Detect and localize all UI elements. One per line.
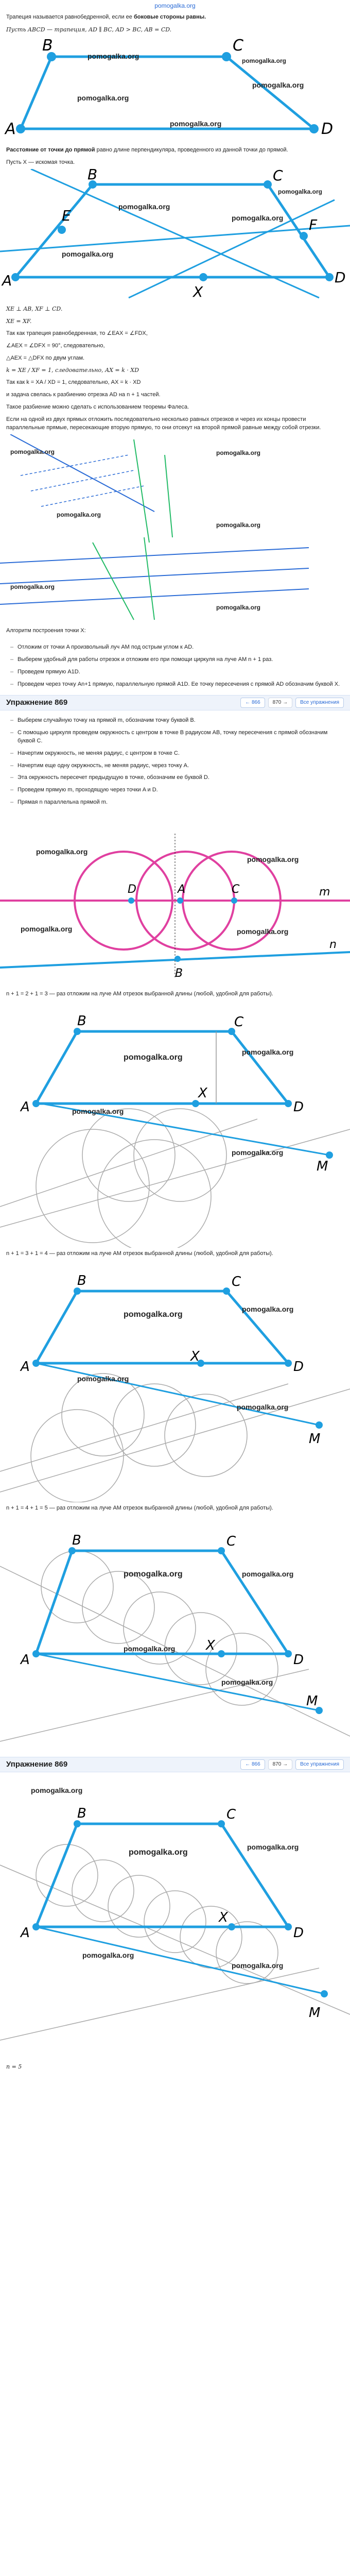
site-name[interactable]: pomogalka.org bbox=[154, 2, 196, 9]
label-d: D bbox=[128, 883, 136, 896]
exercise-navbar-2 bbox=[0, 1757, 350, 1772]
definition-text: Трапеция называется равнобедренной, если ее bbox=[6, 14, 132, 20]
watermark: pomogalka.org bbox=[36, 848, 88, 856]
exercise-nav-controls bbox=[240, 1759, 344, 1770]
figure-case-5 bbox=[0, 1772, 350, 2061]
watermark: pomogalka.org bbox=[72, 1107, 124, 1116]
proof-line: и задача свелась к разбиению отрезка AD на n + 1 частей. bbox=[6, 392, 161, 398]
label-c: C bbox=[273, 168, 283, 184]
watermark: pomogalka.org bbox=[118, 202, 170, 211]
figure-trapezoid bbox=[0, 36, 350, 144]
label-b: B bbox=[175, 967, 183, 980]
proof-line: Так как k = XA / XD = 1, следовательно, AX = k · XD bbox=[6, 379, 141, 386]
watermark: pomogalka.org bbox=[124, 1645, 176, 1653]
label-c: C bbox=[233, 36, 243, 55]
watermark: pomogalka.org bbox=[242, 1570, 294, 1579]
label-b: B bbox=[77, 1273, 86, 1289]
label-d: D bbox=[321, 120, 334, 138]
watermark: pomogalka.org bbox=[232, 1148, 284, 1157]
label-d: D bbox=[293, 1652, 304, 1668]
section1-bold: Расстояние от точки до прямой bbox=[6, 146, 95, 153]
label-x: X bbox=[193, 283, 203, 300]
thales-p2: Если на одной из двух прямых отложить последовательно несколько равных отрезков и через их концы провести параллельные прямые, пересекающие вторую прямую, то они отсекут на второй прямой равные между собой отрезки. bbox=[6, 416, 321, 431]
page-footer-space bbox=[0, 2073, 350, 2104]
all-exercises-button[interactable]: Все упражнения bbox=[295, 1759, 344, 1770]
case-2-text: n + 1 = 3 + 1 = 4 — раз отложим на луче AM отрезок выбранной длины (любой, удобной для работы). bbox=[6, 1250, 273, 1257]
site-header[interactable] bbox=[0, 0, 350, 11]
label-a: A bbox=[178, 883, 186, 896]
figure-case-4 bbox=[0, 1515, 350, 1757]
algorithm-title: Алгоритм построения точки X: bbox=[6, 628, 86, 634]
thales-p1: Такое разбиение можно сделать с использованием теоремы Фалеса. bbox=[6, 404, 189, 411]
label-m: M bbox=[306, 1693, 318, 1709]
watermark: pomogalka.org bbox=[242, 1048, 294, 1057]
list-item: – Эта окружность пересечет предыдущую в точке, обозначим ее буквой D. bbox=[18, 774, 344, 782]
label-a: A bbox=[21, 1925, 30, 1941]
label-x: X bbox=[190, 1349, 200, 1365]
case-last-text: n = 5 bbox=[6, 2063, 22, 2071]
list-item: – С помощью циркуля проведем окружность с центром в точке B радиусом AB, точку пересечения с прямой обозначим буквой C. bbox=[18, 729, 344, 745]
let-paragraph: Пусть ABCD — трапеция, AD ∥ BC, AD > BC, AB = CD. bbox=[6, 26, 172, 33]
label-m: m bbox=[319, 886, 330, 899]
watermark: pomogalka.org bbox=[216, 604, 261, 612]
trapezoid-shape bbox=[21, 57, 314, 129]
figure-case-3 bbox=[0, 1260, 350, 1502]
list-item: – Начертим еще одну окружность, не меняя радиус, через точку A. bbox=[18, 762, 344, 770]
let-x: Пусть X — искомая точка. bbox=[6, 159, 75, 165]
watermark: pomogalka.org bbox=[62, 249, 114, 258]
label-b: B bbox=[77, 1806, 86, 1822]
watermark: pomogalka.org bbox=[82, 1951, 134, 1960]
watermark: pomogalka.org bbox=[247, 855, 299, 864]
prev-exercise-button[interactable]: ← 866 bbox=[240, 698, 265, 708]
label-a: A bbox=[5, 120, 16, 138]
list-item: – Отложим от точки A произвольный луч AM под острым углом к AD. bbox=[18, 643, 344, 652]
list-item: – Проведем через точку An+1 прямую, параллельную прямой A1D. Ее точку пересечения с прямой AD обозначим буквой X. bbox=[18, 681, 344, 689]
watermark: pomogalka.org bbox=[232, 213, 284, 222]
label-c: C bbox=[226, 1534, 236, 1550]
label-c: C bbox=[226, 1807, 236, 1823]
exercise-title: Упражнение 869 bbox=[6, 1760, 68, 1769]
label-d: D bbox=[335, 268, 346, 286]
list-item: – Проведем прямую m, проходящую через точки A и D. bbox=[18, 786, 344, 794]
watermark: pomogalka.org bbox=[170, 119, 222, 128]
exercise-navbar bbox=[0, 695, 350, 710]
figure-parallel-construction bbox=[0, 813, 350, 988]
point-d bbox=[309, 124, 319, 133]
section1-heading bbox=[0, 144, 350, 157]
prev-exercise-button[interactable]: ← 866 bbox=[240, 1759, 265, 1770]
watermark: pomogalka.org bbox=[242, 57, 287, 64]
watermark: pomogalka.org bbox=[232, 1961, 284, 1970]
next-exercise-button[interactable]: 870 → bbox=[268, 698, 292, 708]
proof-line: △AEX = △DFX по двум углам. bbox=[6, 354, 85, 361]
exercise-nav-controls bbox=[240, 698, 344, 708]
list-item: – Выберем удобный для работы отрезок и отложим его при помощи циркуля на луче AM n + 1 раз. bbox=[18, 656, 344, 664]
watermark: pomogalka.org bbox=[252, 80, 304, 89]
watermark: pomogalka.org bbox=[57, 511, 101, 519]
watermark: pomogalka.org bbox=[77, 93, 129, 102]
label-c: C bbox=[232, 883, 240, 896]
watermark: pomogalka.org bbox=[242, 1305, 294, 1314]
label-m: M bbox=[309, 2005, 321, 2021]
watermark: pomogalka.org bbox=[124, 1310, 183, 1319]
label-n: n bbox=[329, 938, 337, 952]
all-exercises-button[interactable]: Все упражнения bbox=[295, 698, 344, 708]
proof-line: Так как трапеция равнобедренная, то ∠EAX = ∠FDX, bbox=[6, 330, 148, 336]
list-item: – Выберем случайную точку на прямой m, обозначим точку буквой B. bbox=[18, 717, 344, 725]
label-c: C bbox=[234, 1014, 244, 1030]
proof-line: XE ⊥ AB, XF ⊥ CD. bbox=[6, 305, 63, 312]
label-c: C bbox=[232, 1274, 241, 1290]
label-x: X bbox=[206, 1638, 215, 1654]
label-m: M bbox=[317, 1159, 328, 1175]
label-x: X bbox=[219, 1910, 228, 1926]
watermark: pomogalka.org bbox=[216, 521, 261, 529]
case-1-text: n + 1 = 2 + 1 = 3 — раз отложим на луче AM отрезок выбранной длины (любой, удобной для работы). bbox=[6, 991, 273, 997]
watermark: pomogalka.org bbox=[10, 583, 55, 591]
exercise-title: Упражнение 869 bbox=[6, 698, 68, 707]
point-a bbox=[16, 124, 25, 133]
label-d: D bbox=[293, 1925, 304, 1941]
watermark: pomogalka.org bbox=[31, 1786, 83, 1795]
watermark: pomogalka.org bbox=[87, 52, 139, 60]
proof-line: ∠AEX = ∠DFX = 90°, следовательно, bbox=[6, 342, 105, 349]
watermark: pomogalka.org bbox=[129, 1848, 188, 1857]
label-m: M bbox=[309, 1431, 321, 1447]
point-c bbox=[222, 52, 231, 61]
next-exercise-button[interactable]: 870 → bbox=[268, 1759, 292, 1770]
case-3-text: n + 1 = 4 + 1 = 5 — раз отложим на луче AM отрезок выбранной длины (любой, удобной для работы). bbox=[6, 1505, 273, 1512]
label-b: B bbox=[42, 36, 53, 55]
construction-steps bbox=[0, 710, 350, 814]
label-a: A bbox=[2, 272, 12, 289]
watermark: pomogalka.org bbox=[221, 1678, 273, 1687]
watermark: pomogalka.org bbox=[77, 1375, 129, 1383]
proof-line: k = XE / XF = 1, следовательно, AX = k · XD bbox=[6, 367, 139, 374]
watermark: pomogalka.org bbox=[10, 448, 55, 456]
watermark: pomogalka.org bbox=[216, 449, 261, 457]
label-e: E bbox=[62, 207, 71, 224]
watermark: pomogalka.org bbox=[21, 925, 73, 934]
label-x: X bbox=[198, 1086, 207, 1101]
definition-paragraph bbox=[0, 11, 350, 24]
label-b: B bbox=[77, 1013, 86, 1029]
proof-line: XE = XF. bbox=[6, 317, 32, 325]
label-a: A bbox=[21, 1652, 30, 1668]
algorithm-steps bbox=[0, 637, 350, 695]
label-f: F bbox=[309, 216, 318, 233]
watermark: pomogalka.org bbox=[247, 1843, 299, 1852]
list-item: – Прямая n параллельна прямой m. bbox=[18, 799, 344, 807]
watermark: pomogalka.org bbox=[278, 188, 323, 195]
label-a: A bbox=[21, 1099, 30, 1115]
label-a: A bbox=[21, 1359, 30, 1375]
figure-thales bbox=[0, 434, 350, 625]
figure-trapezoid-perpendiculars bbox=[0, 169, 350, 303]
label-b: B bbox=[72, 1533, 81, 1549]
watermark: pomogalka.org bbox=[237, 1403, 289, 1412]
definition-bold: боковые стороны равны. bbox=[133, 14, 206, 20]
watermark: pomogalka.org bbox=[124, 1570, 183, 1579]
figure-case-2 bbox=[0, 1001, 350, 1248]
label-d: D bbox=[293, 1099, 304, 1115]
watermark: pomogalka.org bbox=[124, 1053, 183, 1062]
list-item: – Начертим окружность, не меняя радиус, с центром в точке C. bbox=[18, 750, 344, 758]
list-item: – Проведем прямую A1D. bbox=[18, 668, 344, 676]
watermark: pomogalka.org bbox=[237, 927, 289, 936]
label-d: D bbox=[293, 1359, 304, 1375]
label-b: B bbox=[87, 168, 98, 183]
section1-rest: равно длине перпендикуляра, проведенного из данной точки до прямой. bbox=[96, 146, 288, 153]
